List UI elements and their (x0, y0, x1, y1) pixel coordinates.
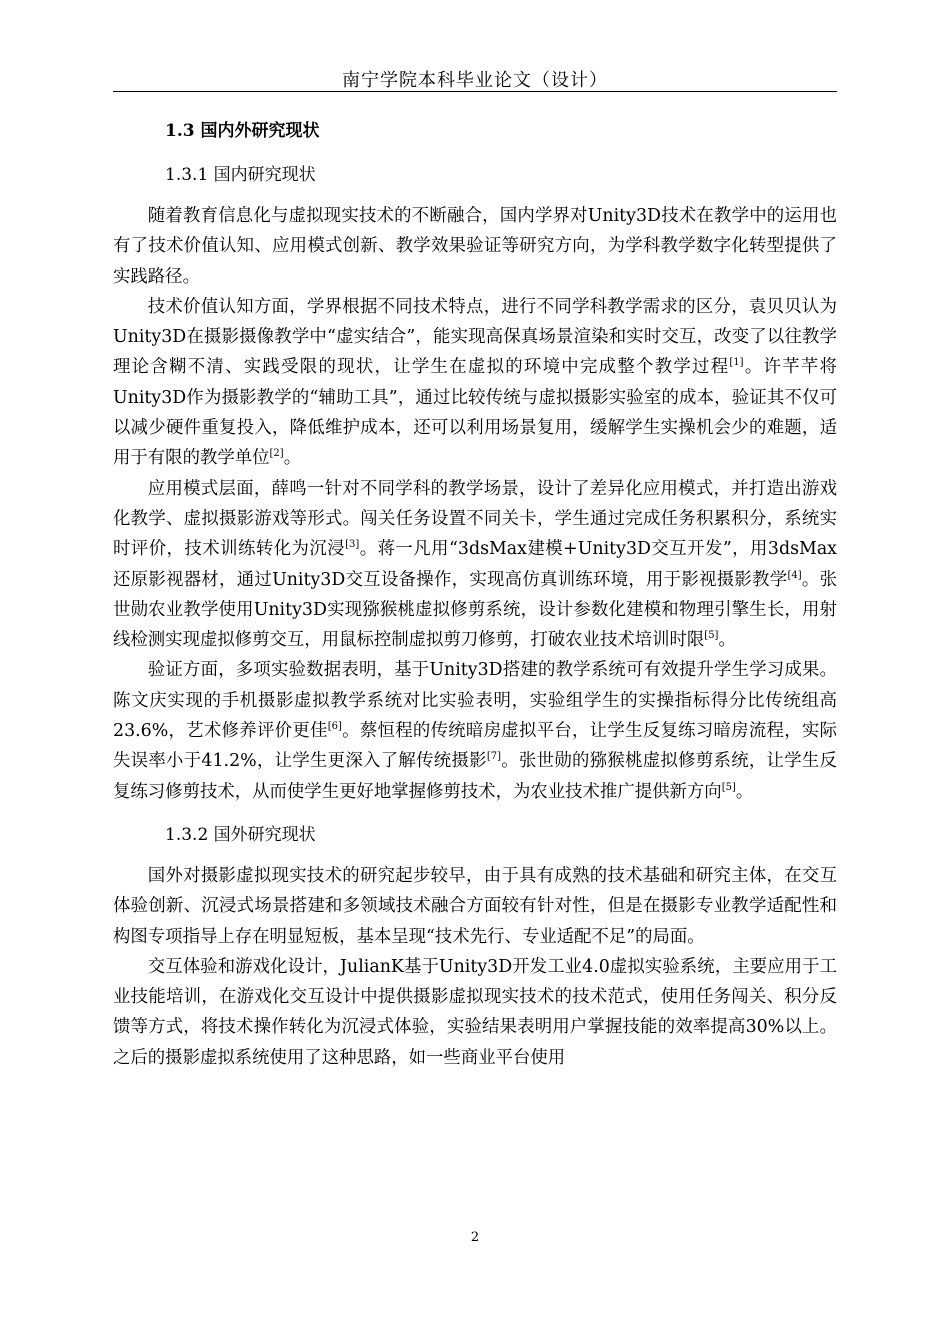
paragraph: 技术价值认知方面，学界根据不同技术特点，进行不同学科教学需求的区分，袁贝贝认为Unity3D在摄影摄像教学中“虚实结合”，能实现高保真场景渲染和实时交互，改变了以往教学理论含糊不清、实践受限的现状，让学生在虚拟的环境中完成整个教学过程[1]。许芊芊将Unity3D作为摄影教学的“辅助工具”，通过比较传统与虚拟摄影实验室的成本，验证其不仅可以减少硬件重复投入，降低维护成本，还可以利用场景复用，缓解学生实操机会少的难题，适用于有限的教学单位[2]。 (113, 296, 837, 469)
paragraph: 随着教育信息化与虚拟现实技术的不断融合，国内学界对Unity3D技术在教学中的运用也有了技术价值认知、应用模式创新、教学效果验证等研究方向，为学科教学数字化转型提供了实践路径。 (113, 206, 837, 287)
header-divider (113, 91, 837, 92)
citation: [3] (345, 539, 360, 551)
citation: [5] (721, 781, 736, 793)
paragraph: 应用模式层面，薛鸣一针对不同学科的教学场景，设计了差异化应用模式，并打造出游戏化教学、虚拟摄影游戏等形式。闯关任务设置不同关卡，学生通过完成任务积累积分，系统实时评价，技术训练转化为沉浸[3]。蒋一凡用“3dsMax建模+Unity3D交互开发”，用3dsMax还原影视器材，通过Unity3D交互设备操作，实现高仿真训练环境，用于影视摄影教学[4]。张世勋农业教学使用Unity3D实现猕猴桃虚拟修剪系统，设计参数化建模和物理引擎生长，用射线检测实现虚拟修剪交互，用鼠标控制虚拟剪刀修剪，打破农业技术培训时限[5]。 (113, 478, 837, 651)
page-number: 2 (470, 1230, 480, 1245)
citation: [2] (269, 448, 284, 460)
citation: [5] (704, 630, 719, 642)
subsection-heading-foreign: 1.3.2 国外研究现状 (165, 824, 316, 845)
paragraph: 国外对摄影虚拟现实技术的研究起步较早，由于具有成熟的技术基础和研究主体，在交互体验创新、沉浸式场景搭建和多领域技术融合方面较有针对性，但是在摄影专业教学适配性和构图专项指导上存在明显短板，基本呈现“技术先行、专业适配不足”的局面。 (113, 865, 837, 947)
citation: [6] (327, 721, 342, 733)
paragraph: 交互体验和游戏化设计，JulianK基于Unity3D开发工业4.0虚拟实验系统，主要应用于工业技能培训，在游戏化交互设计中提供摄影虚拟现实技术的技术范式，使用任务闯关、积分反馈等方式，将技术操作转化为沉浸式体验，实验结果表明用户掌握技能的效率提高30%以上。之后的摄影虚拟系统使用了这种思路，如一些商业平台使用 (113, 956, 837, 1068)
running-header: 南宁学院本科毕业论文（设计） (342, 70, 608, 91)
subsection-heading-domestic: 1.3.1 国内研究现状 (165, 165, 316, 185)
section-heading: 1.3 国内外研究现状 (165, 121, 320, 141)
body-content (113, 115, 837, 1073)
citation: [1] (729, 357, 744, 369)
citation: [4] (787, 569, 802, 581)
paragraph: 验证方面，多项实验数据表明，基于Unity3D搭建的教学系统可有效提升学生学习成果。陈文庆实现的手机摄影虚拟教学系统对比实验表明，实验组学生的实操指标得分比传统组高23.6%，艺术修养评价更佳[6]。蔡恒程的传统暗房虚拟平台，让学生反复练习暗房流程，实际失误率小于41.2%，让学生更深入了解传统摄影[7]。张世勋的猕猴桃虚拟修剪系统，让学生反复练习修剪技术，从而使学生更好地掌握修剪技术，为农业技术推广提供新方向[5]。 (113, 660, 837, 802)
citation: [7] (486, 751, 502, 763)
